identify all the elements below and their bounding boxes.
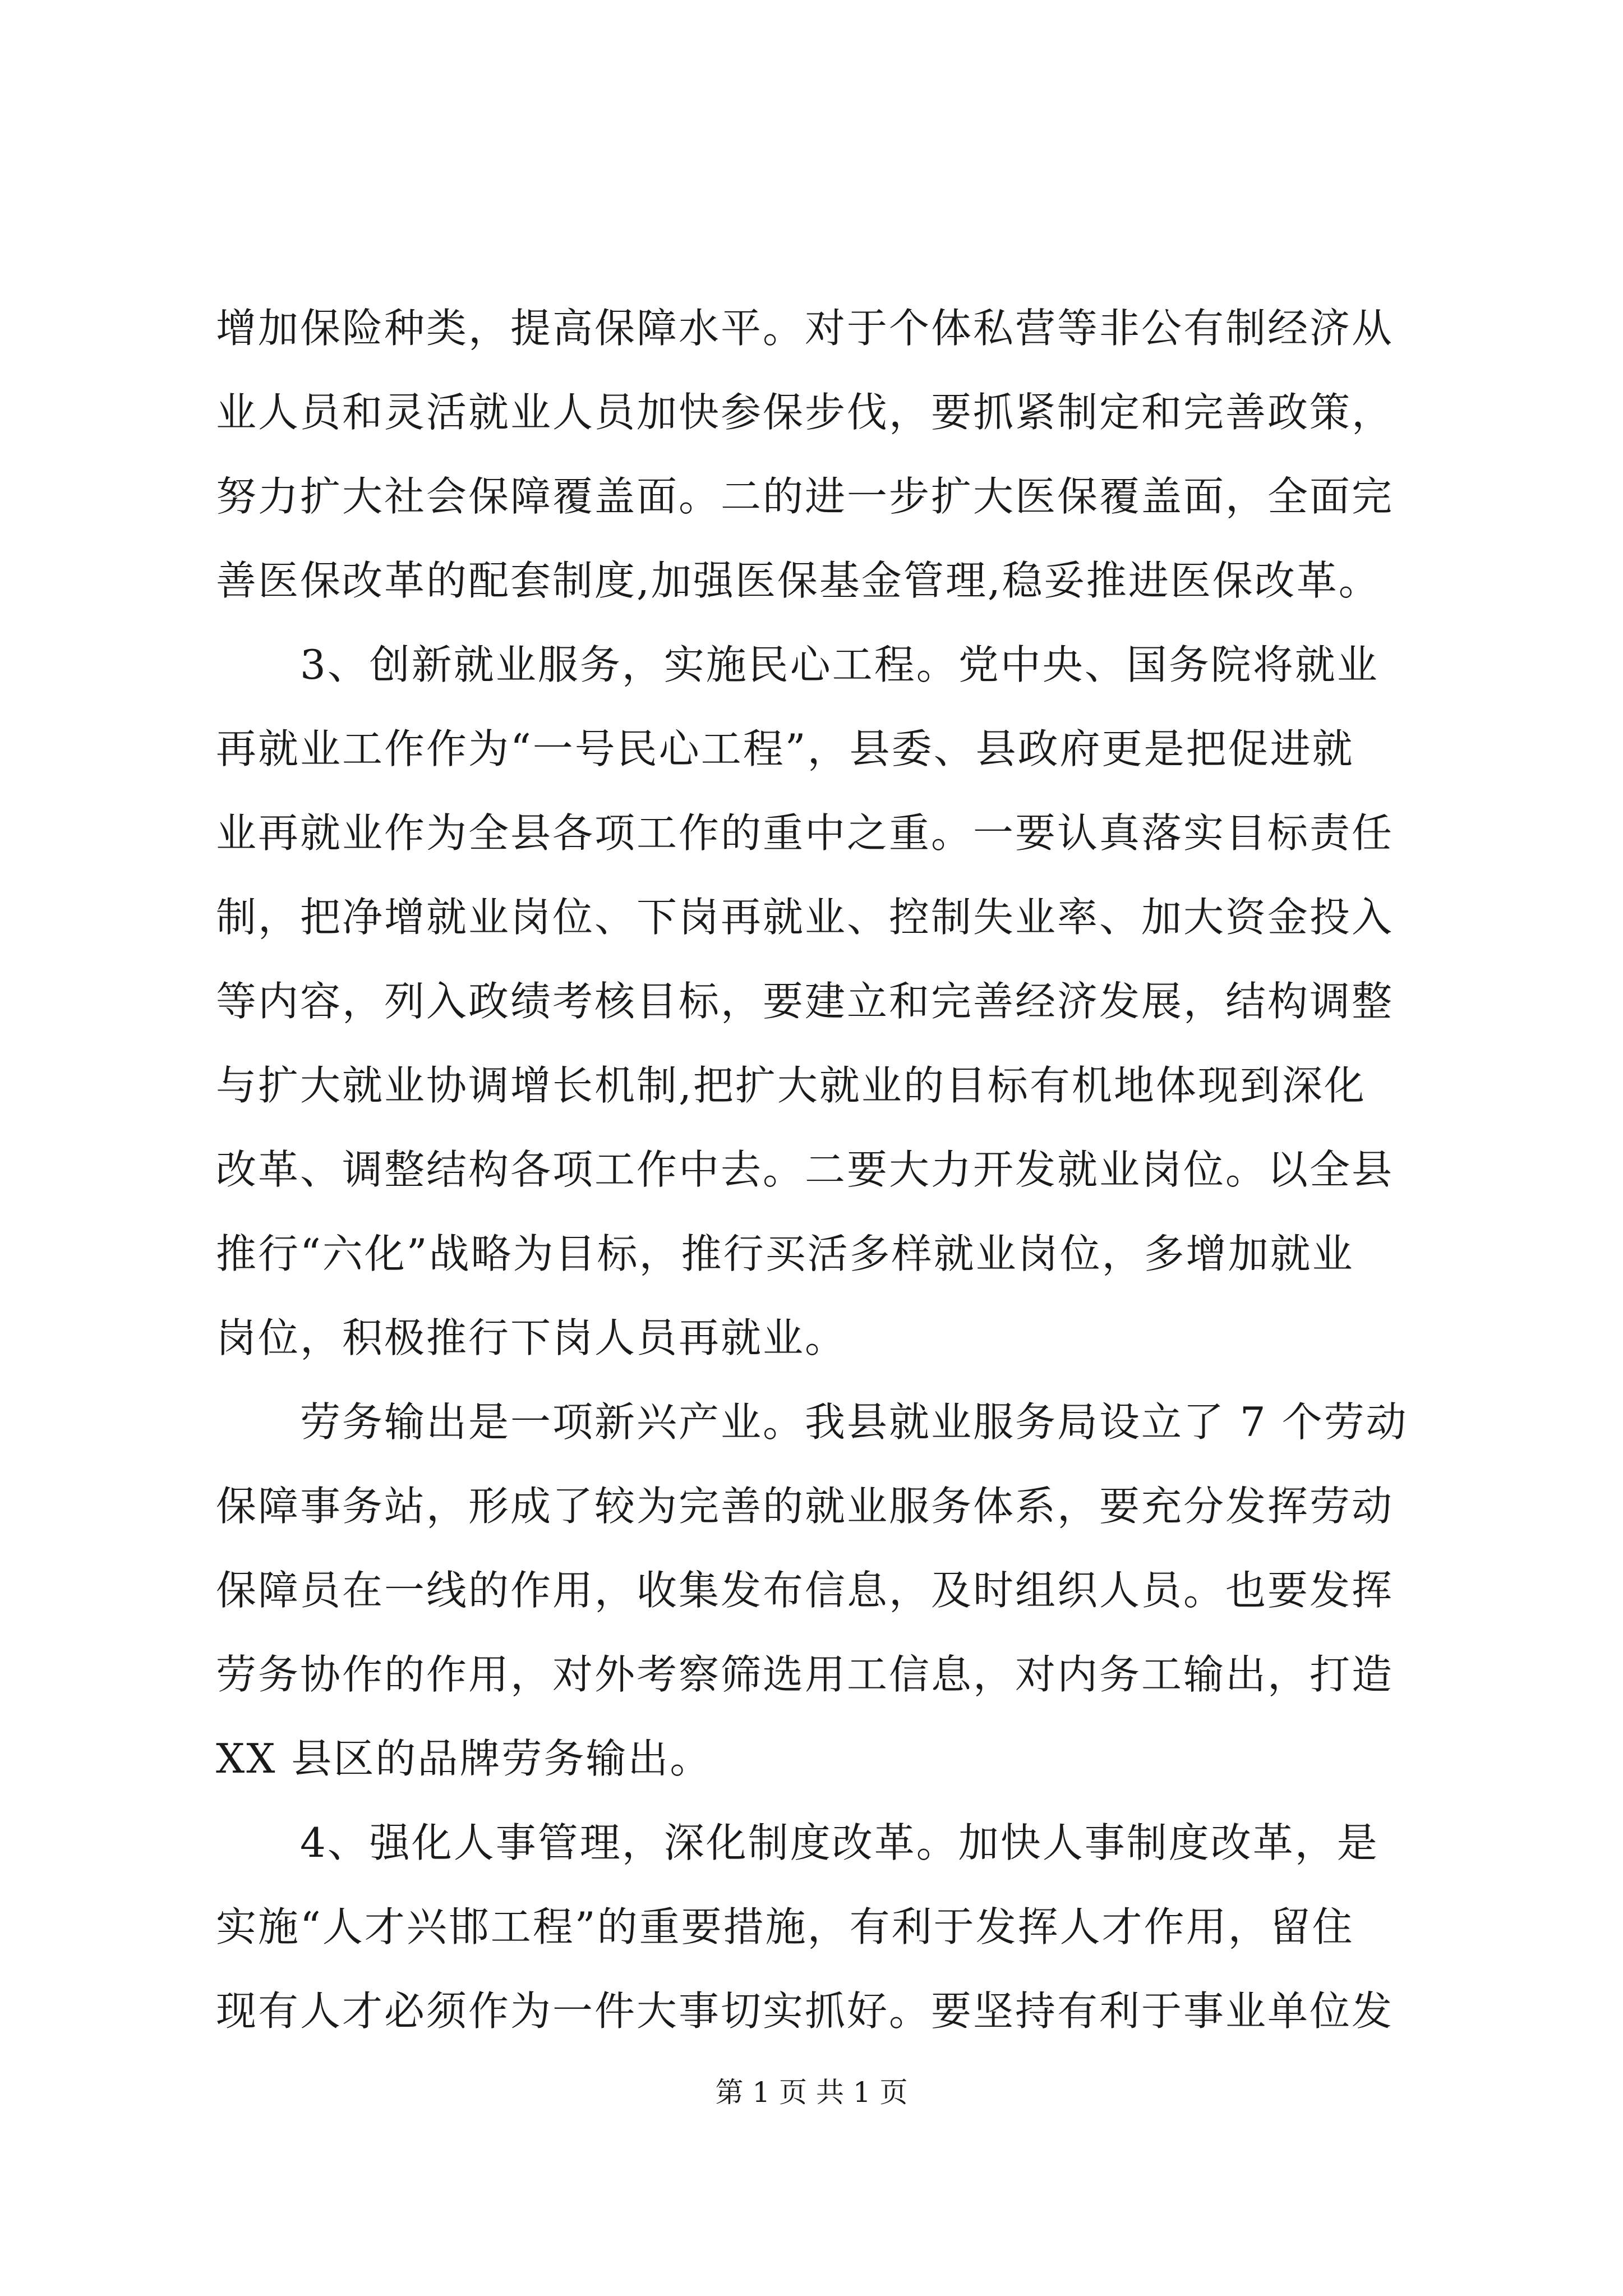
body-text-line: 劳务协作的作用，对外考察筛选用工信息，对内务工输出，打造 bbox=[216, 1651, 1394, 1698]
body-text-line: 等内容，列入政绩考核目标，要建立和完善经济发展，结构调整 bbox=[216, 978, 1394, 1025]
body-text-line: 增加保险种类，提高保障水平。对于个体私营等非公有制经济从 bbox=[216, 305, 1394, 352]
body-text-line: 努力扩大社会保障覆盖面。二的进一步扩大医保覆盖面，全面完 bbox=[216, 473, 1394, 520]
body-text-line: 岗位，积极推行下岗人员再就业。 bbox=[216, 1314, 847, 1361]
body-text-line: 再就业工作作为“一号民心工程”，县委、县政府更是把促进就 bbox=[216, 725, 1354, 772]
body-text-line: 业再就业作为全县各项工作的重中之重。一要认真落实目标责任 bbox=[216, 809, 1394, 857]
body-text-line: 改革、调整结构各项工作中去。二要大力开发就业岗位。以全县 bbox=[216, 1146, 1394, 1193]
body-text-line: 保障事务站，形成了较为完善的就业服务体系，要充分发挥劳动 bbox=[216, 1483, 1394, 1530]
body-text-line: 4、强化人事管理，深化制度改革。加快人事制度改革，是 bbox=[300, 1819, 1379, 1866]
body-text-line: 保障员在一线的作用，收集发布信息，及时组织人员。也要发挥 bbox=[216, 1567, 1394, 1614]
body-text-line: 推行“六化”战略为目标，推行买活多样就业岗位，多增加就业 bbox=[216, 1230, 1354, 1277]
body-text-line: 业人员和灵活就业人员加快参保步伐，要抓紧制定和完善政策， bbox=[216, 389, 1394, 436]
body-text-line: 与扩大就业协调增长机制,把扩大就业的目标有机地体现到深化 bbox=[216, 1062, 1366, 1109]
body-text-line: 3、创新就业服务，实施民心工程。党中央、国务院将就业 bbox=[300, 641, 1379, 688]
body-text-line: 劳务输出是一项新兴产业。我县就业服务局设立了 7 个劳动 bbox=[300, 1398, 1408, 1446]
body-text-line: 制，把净增就业岗位、下岗再就业、控制失业率、加大资金投入 bbox=[216, 894, 1394, 941]
body-text-line: 善医保改革的配套制度,加强医保基金管理,稳妥推进医保改革。 bbox=[216, 557, 1381, 604]
body-text-line: 实施“人才兴邯工程”的重要措施，有利于发挥人才作用，留住 bbox=[216, 1903, 1354, 1950]
body-text-line: 现有人才必须作为一件大事切实抓好。要坚持有利于事业单位发 bbox=[216, 1987, 1394, 2035]
body-text-line: XX 县区的品牌劳务输出。 bbox=[216, 1735, 712, 1782]
page-footer: 第 1 页 共 1 页 bbox=[715, 2076, 908, 2109]
